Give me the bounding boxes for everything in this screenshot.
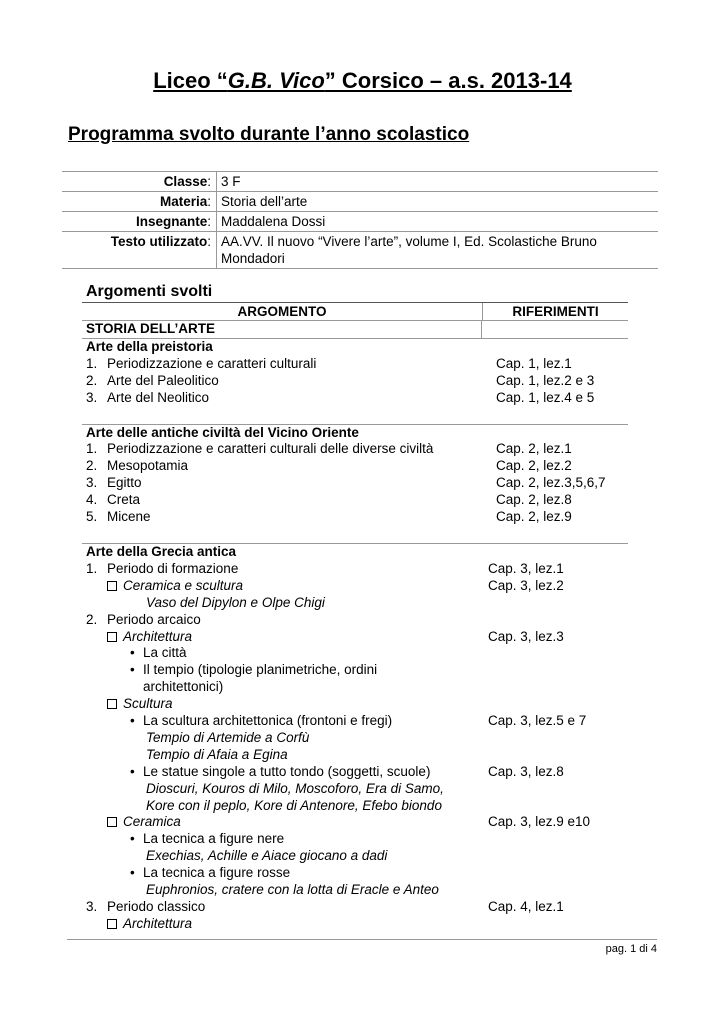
ref: Cap. 3, lez.3	[488, 628, 564, 644]
list-item: Scultura	[123, 696, 173, 712]
ref: Cap. 2, lez.9	[496, 509, 572, 525]
bullet-icon: •	[130, 713, 135, 729]
list-item: La tecnica a figure nere	[143, 831, 285, 847]
info-row-insegnante: Insegnante: Maddalena Dossi	[62, 212, 658, 232]
info-table	[62, 171, 658, 269]
ref: Cap. 2, lez.2	[496, 458, 572, 474]
info-value: Storia dell’arte	[221, 194, 308, 209]
ref: Cap. 4, lez.1	[488, 899, 564, 914]
detail-text: Exechias, Achille e Aiace giocano a dadi	[146, 848, 388, 864]
info-row-testo: Testo utilizzato: AA.VV. Il nuovo “Vivere l’arte”, volume I, Ed. Scolastiche Bruno Mondadori	[62, 232, 658, 269]
col-header-riferimenti: RIFERIMENTI	[512, 304, 599, 319]
list-item: Arte del Paleolitico	[107, 372, 219, 388]
bullet-icon: •	[130, 865, 135, 881]
table-row	[82, 321, 628, 339]
list-item: La tecnica a figure rosse	[143, 865, 291, 881]
info-value: 3 F	[221, 174, 241, 189]
bullet-icon: •	[130, 645, 135, 661]
main-topic: STORIA DELL’ARTE	[86, 321, 216, 336]
info-row-materia: Materia: Storia dell’arte	[62, 192, 658, 212]
table-row-preistoria: Arte della preistoria 1. Periodizzazione e caratteri culturali Cap. 1, lez.1 2. Arte del Paleolitico Cap. 1, lez.2 e 3 3. Arte del Neolitico Cap. 1, lez.4 e 5	[82, 339, 628, 425]
list-item: Periodo classico	[107, 899, 206, 914]
ref: Cap. 2, lez.1	[496, 441, 572, 457]
topic-heading: Arte della preistoria	[86, 338, 213, 354]
info-value-cont: Mondadori	[221, 251, 285, 266]
info-label: Insegnante	[135, 214, 208, 229]
ref: Cap. 2, lez.8	[496, 492, 572, 508]
topic-heading: Arte delle antiche civiltà del Vicino Oriente	[86, 424, 359, 440]
list-item: Mesopotamia	[107, 458, 189, 474]
ref: Cap. 1, lez.4 e 5	[496, 389, 595, 405]
detail-text: Tempio di Artemide a Corfù	[146, 729, 310, 745]
list-item: La città	[143, 645, 187, 661]
info-value: Maddalena Dossi	[221, 214, 326, 229]
bullet-icon: •	[130, 662, 135, 678]
list-item: Il tempio (tipologie planimetriche, ordini	[143, 662, 378, 678]
ref: Cap. 3, lez.9 e10	[488, 814, 591, 830]
table-header	[82, 303, 628, 321]
list-item: Periodo arcaico	[107, 611, 201, 627]
ref: Cap. 3, lez.5 e 7	[488, 713, 587, 729]
info-value: AA.VV. Il nuovo “Vivere l’arte”, volume I, Ed. Scolastiche Bruno	[221, 234, 597, 249]
detail-text: Tempio di Afaia a Egina	[146, 746, 288, 762]
page-number: pag. 1 di 4	[605, 943, 657, 955]
checkbox-icon	[107, 581, 117, 591]
ref: Cap. 1, lez.2 e 3	[496, 372, 595, 388]
ref: Cap. 1, lez.1	[496, 355, 572, 371]
list-item: Periodo di formazione	[107, 560, 239, 576]
ref: Cap. 3, lez.8	[488, 763, 564, 779]
list-item: Periodizzazione e caratteri culturali	[107, 355, 317, 371]
list-item: Architettura	[123, 628, 193, 644]
detail-text: Vaso del Dipylon e Olpe Chigi	[146, 594, 325, 610]
list-item: Architettura	[123, 915, 193, 931]
list-item: Ceramica	[123, 814, 181, 830]
detail-text: Dioscuri, Kouros di Milo, Moscoforo, Era di Samo,	[146, 780, 444, 796]
table-row-vicino-oriente: Arte delle antiche civiltà del Vicino Oriente 1. Periodizzazione e caratteri culturali delle diverse civiltà Cap. 2, lez.1 2. Mesopotamia Cap. 2, lez.2 3. Egitto Cap. 2, lez.3,5,6,7 4. Creta Cap. 2, lez.8 5. Micene Cap. 2, lez.9	[82, 425, 628, 544]
list-item: Ceramica e scultura	[123, 577, 244, 593]
detail-text: Kore con il peplo, Kore di Antenore, Efebo biondo	[146, 797, 442, 813]
section-heading: Argomenti svolti	[86, 283, 213, 300]
list-item: Arte del Neolitico	[107, 389, 210, 405]
table-row-grecia: Arte della Grecia antica 1. Periodo di formazione Cap. 3, lez.1 Ceramica e scultura Cap. 3, lez.2 Vaso del Dipylon e Olpe Chigi 2. Periodo arcaico Architettura Cap. 3, lez.3 • La città • Il tempio (tipologie planimetriche, ordini architettonici) Scultura • La scultura architettonica (frontoni e fregi) Cap. 3, lez.5 e 7 Tempio di Artemide a Corfù Tempio di Afaia a Egina • Le statue singole a tutto tondo (soggetti, scuole) Cap. 3, lez.8 Dioscuri, Kouros di Milo, Moscoforo, Era di Samo, Kore con il peplo, Kore di Antenore, Efebo biondo Ceramica Cap. 3, lez.9 e10 • La tecnica a figure nere Exechias, Achille e Aiace giocano a dadi • La tecnica a figure rosse Euphronios, cratere con la lotta di Eracle e Anteo 3. Periodo classico Cap. 4, lez.1 Architettura	[82, 544, 628, 933]
list-item: Micene	[107, 509, 151, 525]
info-label: Classe	[163, 174, 208, 189]
info-label: Testo utilizzato	[110, 234, 208, 249]
ref: Cap. 2, lez.3,5,6,7	[496, 475, 606, 491]
checkbox-icon	[107, 632, 117, 642]
list-item-cont: architettonici)	[143, 679, 224, 695]
col-header-argomento: ARGOMENTO	[82, 303, 483, 320]
footer-divider	[67, 939, 657, 940]
checkbox-icon	[107, 699, 117, 709]
topics-table	[82, 302, 628, 933]
bullet-icon: •	[130, 831, 135, 847]
topic-heading: Arte della Grecia antica	[86, 543, 237, 559]
list-item: Le statue singole a tutto tondo (soggetti, scuole)	[143, 763, 431, 779]
detail-text: Euphronios, cratere con la lotta di Eracle e Anteo	[146, 882, 439, 898]
list-item: Egitto	[107, 475, 142, 491]
page-title: Liceo “G.B. Vico” Corsico – a.s. 2013-14	[153, 68, 572, 93]
page-subtitle: Programma svolto durante l’anno scolastico	[68, 124, 470, 145]
ref: Cap. 3, lez.2	[488, 577, 564, 593]
checkbox-icon	[107, 817, 117, 827]
bullet-icon: •	[130, 763, 135, 779]
list-item: Periodizzazione e caratteri culturali delle diverse civiltà	[107, 441, 434, 457]
list-item: La scultura architettonica (frontoni e fregi)	[143, 713, 393, 729]
list-item: Creta	[107, 492, 141, 508]
info-row-classe: Classe: 3 F	[62, 172, 658, 192]
ref: Cap. 3, lez.1	[488, 560, 564, 576]
checkbox-icon	[107, 919, 117, 929]
info-label: Materia	[159, 194, 208, 209]
